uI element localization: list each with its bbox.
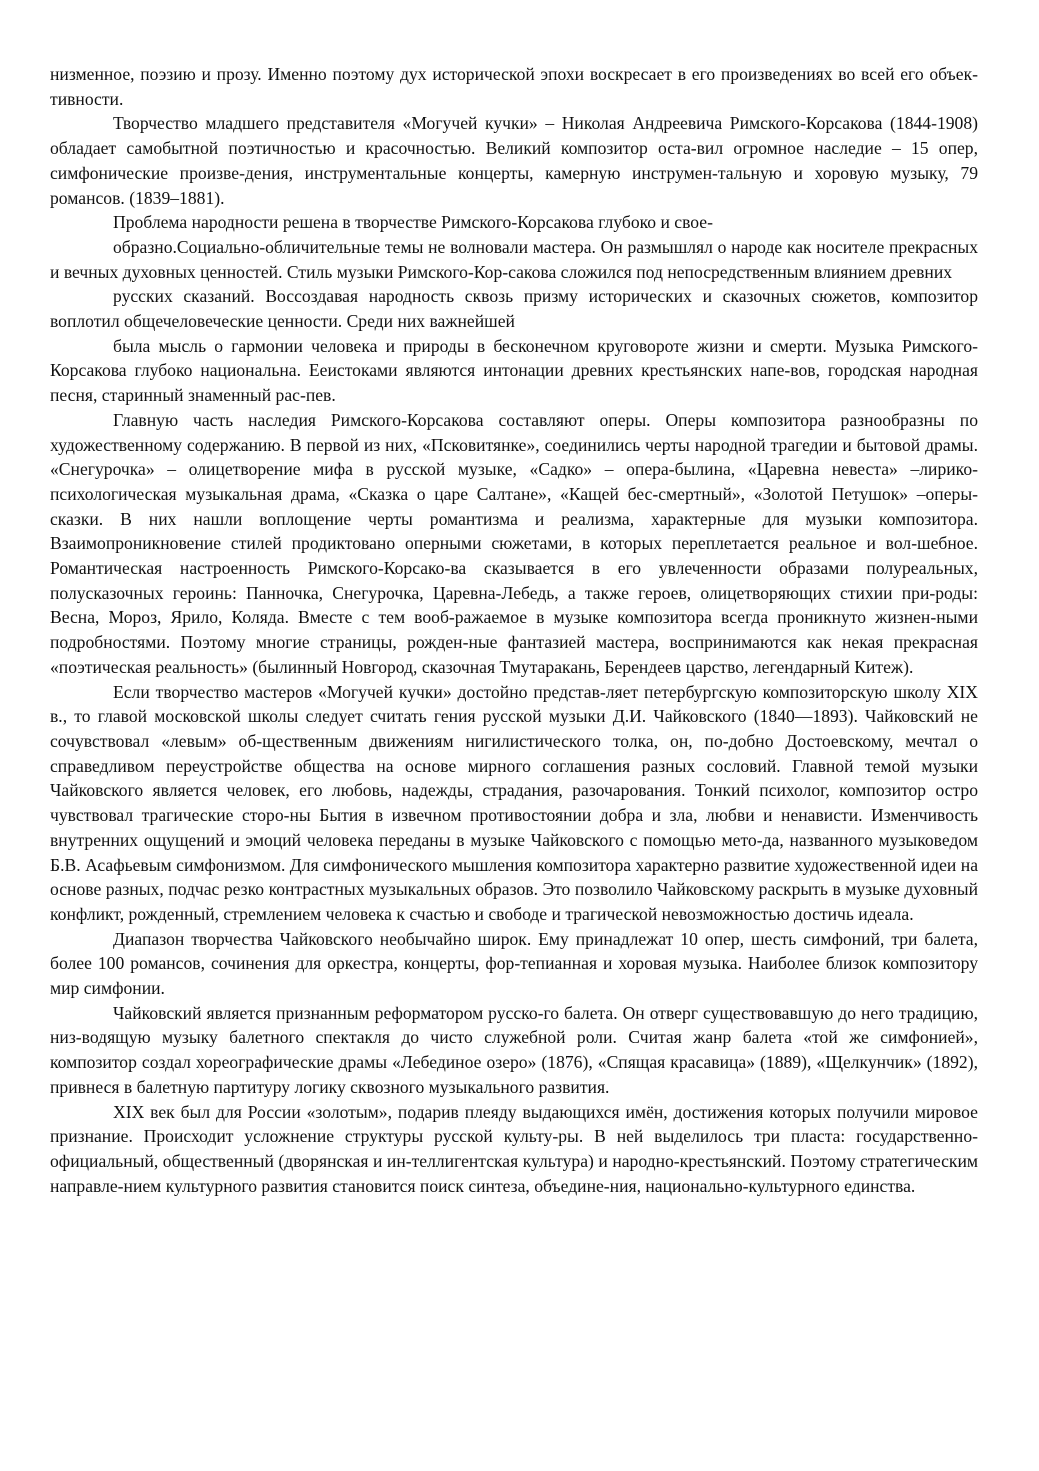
- paragraph-3: Проблема народности решена в творчестве Римского-Корсакова глубоко и свое-: [113, 212, 713, 233]
- paragraph-6: была мысль о гармонии человека и природы в бесконечном круговороте жизни и смерти. Музыка Римского-Корсакова глубоко национальна. Еeистоками являются интонации древних крестьянских напе-вов, городская народная песня, старинный знаменный рас-пев.: [50, 335, 978, 406]
- paragraph-8: Если творчество мастеров «Могучей кучки» достойно представ-ляет петербургскую композиторскую школу XIX в., то главой московской школы следует считать гения русской музыки Д.И. Чайковского (1840—1893). Чайковский не сочувствовал «левым» об-щественным движениям нигилистического толка, он, по-добно Достоевскому, мечтал о справедливом переустройстве общества на основе мирного соглашения разных сословий. Главной темой музыки Чайковского является человек, его любовь, надежды, страдания, разочарования. Тонкий психолог, композитор остро чувствовал трагические сторо-ны Бытия в извечном противостоянии добра и зла, любви и ненависти. Изменчивость внутренних ощущений и эмоций человека переданы в музыке Чайковского с помощью мето-да, названного музыковедом Б.В. Асафьевым симфонизмом. Для симфонического мышления композитора характерно развитие художественной идеи на основе разных, подчас резко контрастных музыкальных образов. Это позволило Чайковскому раскрыть в музыке духовный конфликт, рожденный, стремлением человека к счастью и свободе и трагической невозможностью достичь идеала.: [50, 681, 978, 924]
- paragraph-11: XIX век был для России «золотым», подарив плеяду выдающихся имён, достижения которых получили мировое признание. Происходит усложнение структуры русской культу-ры. В ней выделилось три пласта: государственно-официальный, общественный (дворянская и ин-теллигентская культура) и народно-крестьянский. Поэтому стратегическим направле-нием культурного развития становится поиск синтеза, объедине-ния, национально-культурного единства.: [50, 1101, 978, 1196]
- paragraph-7: Главную часть наследия Римского-Корсакова составляют оперы. Оперы композитора разнообразны по художественному содержанию. В первой из них, «Псковитянке», соединились черты народной трагедии и бытовой драмы. «Снегурочка» – олицетворение мифа в русской музыке, «Садко» – опера-былина, «Царевна невеста» –лирико-психологическая музыкальная драма, «Сказка о царе Салтане», «Кащей бес-смертный», «Золотой Петушок» –оперы-сказки. В них нашли воплощение черты романтизма и реализма, характерные для музыки композитора. Взаимопроникновение стилей продиктовано оперными сюжетами, в которых переплетается реальное и вол-шебное. Романтическая настроенность Римского-Корсако-ва сказывается в его увлеченности образами полуреальных, полусказочных героинь: Панночка, Снегурочка, Царевна-Лебедь, а также героев, олицетворяющих стихии при-роды: Весна, Мороз, Ярило, Коляда. Вместе с тем вооб-ражаемое в музыке композитора всегда проникнуто жизнен-ными подробностями. Поэтому многие страницы, рожден-ные фантазией мастера, воспринимаются как некая прекрасная «поэтическая реальность» (былинный Новгород, сказочная Тмутаракань, Берендеев царство, легендарный Китеж).: [50, 409, 978, 677]
- document-page: [50, 62, 978, 1198]
- paragraph-1: низменное, поэзию и прозу. Именно поэтому дух исторической эпохи воскресает в его произведениях во всей его объек-тивности.: [50, 64, 978, 109]
- paragraph-4: образно.Социально-обличительные темы не волновали мастера. Он размышлял о народе как носителе прекрасных и вечных духовных ценностей. Стиль музыки Римского-Кор-сакова сложился под непосредственным влиянием древних: [50, 236, 978, 282]
- paragraph-2: Творчество младшего представителя «Могучей кучки» – Николая Андреевича Римского-Корсакова (1844-1908) обладает самобытной поэтичностью и красочностью. Великий композитор оста-вил огромное наследие – 15 опер, симфонические произве-дения, инструментальные концерты, камерную инструмен-тальную и хоровую музыку, 79 романсов. (1839–1881).: [50, 113, 978, 208]
- paragraph-9: Диапазон творчества Чайковского необычайно широк. Ему принадлежат 10 опер, шесть симфоний, три балета, более 100 романсов, сочинения для оркестра, концерты, фор-тепианная и хоровая музыка. Наиболее близок композитору мир симфонии.: [50, 928, 978, 999]
- paragraph-10: Чайковский является признанным реформатором русско-го балета. Он отверг существовавшую до него традицию, низ-водящую музыку балетного спектакля до чисто служебной роли. Считая жанр балета «той же симфонией», композитор создал хореографические драмы «Лебединое озеро» (1876), «Спящая красавица» (1889), «Щелкунчик» (1892), привнеся в балетную партитуру логику сквозного музыкального развития.: [50, 1002, 978, 1097]
- paragraph-5: русских сказаний. Воссоздавая народность сквозь призму исторических и сказочных сюжетов, композитор воплотил общечеловеческие ценности. Среди них важнейшей: [50, 286, 978, 332]
